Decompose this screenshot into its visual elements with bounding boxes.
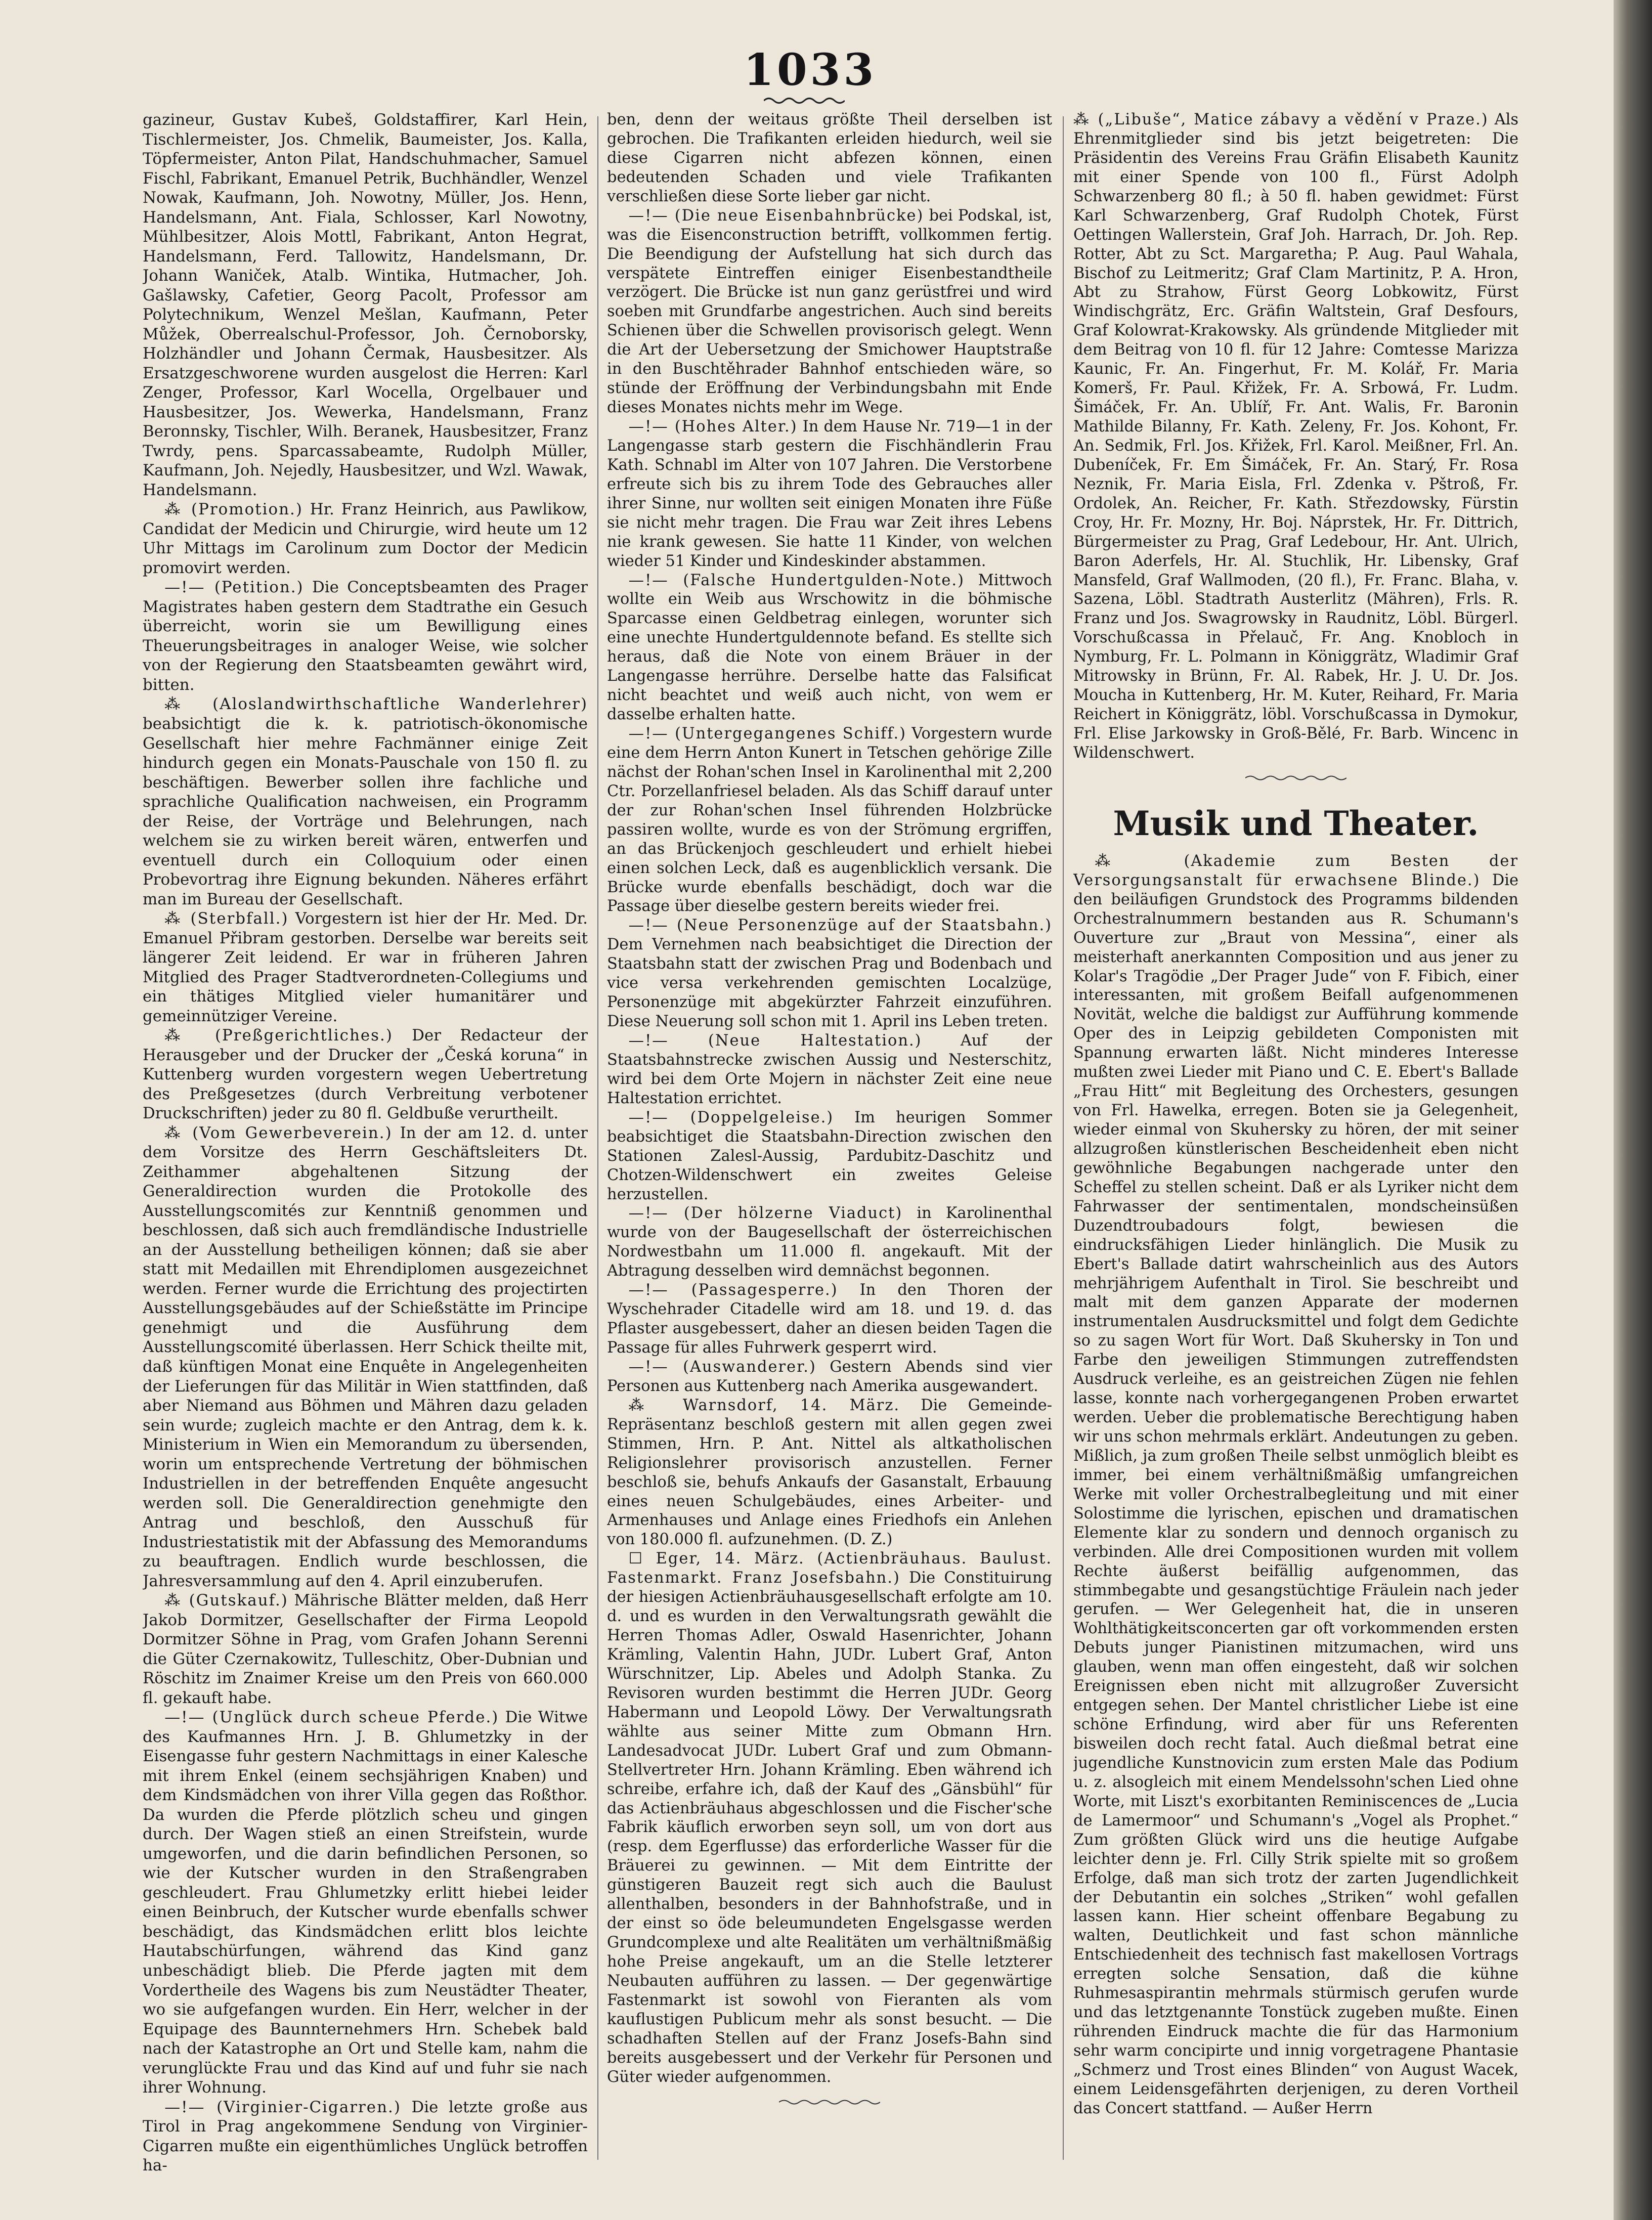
article-heading: —!— (Auswanderer.)	[628, 1358, 816, 1376]
article-text: Die Constituirung der hiesigen Actienbräuhausgesellschaft erfolgte am 10. d. und es wurden in den Verwaltungsrath gewählt die Herren Thomas Adler, Oswald Hasenrichter, Johann Krämling, Valentin Hahn, JUDr. Lubert Graf, Anton Würschnitzer, Lip. Abeles und Adolph Stanka. Zu Revisoren wurden bestimmt die Herren JUDr. Georg Habermann und Leopold Löwy. Der Verwaltungsrath wählte aus seiner Mitte zum Obmann Hrn. Landesadvocat JUDr. Lubert Graf und zum Obmann-Stellvertreter Hrn. Johann Krämling. Eben während ich schreibe, erfahre ich, daß der Kauf des „Gänsbühl“ für das Actienbräuhaus abgeschlossen und die Fischer'sche Fabrik käuflich erworben seyn soll, um von dort aus (resp. dem Egerflusse) das erforderliche Wasser für die Bräuerei zu gewinnen. — Mit dem Eintritte der günstigeren Bauzeit regt sich auch die Baulust allenthalben, besonders in der Bahnhofstraße, und in der einst so öde beleumundeten Engelsgasse werden Grundcomplexe und alte Realitäten um verhältnißmäßig hohe Preise angekauft, um an die Stelle letzterer Neubauten aufführen zu lassen. — Der gegenwärtige Fastenmarkt ist sowohl von Fieranten als vom kauflustigen Publicum mehr als sonst besucht. — Die schadhaften Stellen auf der Franz Josefs-Bahn sind bereits ausgebessert und der Verkehr für Personen und Güter wieder aufgenommen.	[607, 1569, 1052, 2086]
article-heading: —!— (Unglück durch scheue Pferde.)	[164, 1708, 499, 1727]
article-auswanderer	[607, 1358, 1052, 1396]
section-separator	[607, 2087, 1052, 2117]
article-heading: —!— (Hohes Alter.)	[628, 418, 798, 436]
article-heading: —!— (Der hölzerne Viaduct)	[628, 1204, 903, 1223]
article-heading: ⁂ (Aloslandwirthschaftliche Wanderlehrer)	[164, 695, 588, 714]
article-text: Vorgestern ist hier der Hr. Med. Dr. Emanuel Přibram gestorben. Derselbe war bereits seit längerer Zeit leidend. Er war in früheren Jahren Mitglied des Prager Stadtverordneten-Collegiums und ein thätiges Mitglied vieler humanitärer und gemeinnütziger Vereine.	[143, 909, 588, 1025]
article-text: gazineur, Gustav Kubeš, Goldstaffirer, Karl Hein, Tischlermeister, Jos. Chmelik, Baumeister, Jos. Kalla, Töpfermeister, Anton Pilat, Handschuhmacher, Samuel Fischl, Fabrikant, Emanuel Petrik, Buchhändler, Wenzel Nowak, Kaufmann, Joh. Nowotny, Müller, Jos. Henn, Handelsmann, Ant. Fiala, Schlosser, Karl Nowotny, Mühlbesitzer, Alois Mottl, Fabrikant, Anton Hegrat, Handelsmann, Ferd. Tallowitz, Handelsmann, Dr. Johann Waniček, Atalb. Wintika, Hutmacher, Joh. Gašlawsky, Cafetier, Georg Pacolt, Professor am Polytechnikum, Wenzel Mešlan, Kaufmann, Peter Můžek, Oberrealschul-Professor, Joh. Černoborsky, Holzhändler und Johann Čermak, Hausbesitzer. Als Ersatzgeschworene wurden ausgelost die Herren: Karl Zenger, Professor, Karl Wocella, Orgelbauer und Hausbesitzer, Jos. Wewerka, Handelsmann, Franz Beronnsky, Tischler, Wilh. Beranek, Hausbesitzer, Franz Twrdy, pens. Sparcassabeamte, Rudolph Müller, Kaufmann, Joh. Nejedly, Hausbesitzer, und Wzl. Wawak, Handelsmann.	[143, 111, 588, 499]
article-viaduct	[607, 1204, 1052, 1281]
article-libuse	[1073, 110, 1518, 763]
article-heading: —!— (Petition.)	[164, 578, 304, 597]
article-text: In der am 12. d. unter dem Vorsitze des Herrn Geschäftsleiters Dt. Zeithammer abgehaltenen Sitzung der Generaldirection wurden die Protokolle des Ausstellungscomités zur Kenntniß genommen und beschlossen, daß sich auch fremdländische Industrielle an der Ausstellung betheiligen können; daß sie aber statt mit Medaillen mit Ehrendiplomen ausgezeichnet werden. Ferner wurde die Errichtung des projectirten Ausstellungsgebäudes auf der Schießstätte im Principe genehmigt und die Ausführung dem Ausstellungscomité überlassen. Herr Schick theilte mit, daß künftigen Monat eine Enquête in Angelegenheiten der Lieferungen für das Militär in Wien stattfinden, daß aber Niemand aus Böhmen und Mähren dazu geladen sein wurde; zugleich machte er den Antrag, dem k. k. Ministerium in Wien ein Memorandum zu übersenden, worin um entsprechende Vertretung der böhmischen Industriellen in der betreffenden Enquête angesucht werden soll. Die Generaldirection genehmigte den Antrag und beschloß, den Ausschuß für Industriestatistik mit der Abfassung des Memorandums zu beauftragen. Endlich wurde beschlossen, die Jahresversammlung auf den 4. April einzuberufen.	[143, 1123, 588, 1590]
article-text: ben, denn der weitaus größte Theil derselben ist gebrochen. Die Trafikanten erleiden hiedurch, weil sie diese Cigarren nicht abfezen können, einen bedeutenden Schaden und viele Trafikanten verschließen diese Sorte lieber gar nicht.	[607, 111, 1052, 205]
article-gewerbeverein	[143, 1123, 588, 1591]
article-promotion	[143, 500, 588, 578]
article-warnsdorf	[607, 1396, 1052, 1550]
article-heading: —!— (Passagesperre.)	[628, 1281, 838, 1299]
article-text: Die Gemeinde-Repräsentanz beschloß gestern mit allen gegen zwei Stimmen, Hrn. P. Ant. Nittel als altkatholischen Religionslehrer provisorisch anzustellen. Ferner beschloß sie, behufs Ankaufs der Gasanstalt, Erbauung eines neuen Schulgebäudes, eines Arbeiter- und Armenhauses und Anlage eines Friedhofs ein Anlehen von 180.000 fl. aufzunehmen. (D. Z.)	[607, 1396, 1052, 1549]
article-text: Mittwoch wollte ein Weib aus Wrschowitz in die böhmische Sparcasse einen Geldbetrag einlegen, worunter sich eine unechte Hundertguldennote befand. Es stellte sich heraus, daß die Note von einem Bräuer in der Langengasse herrühre. Derselbe hatte das Falsificat nicht beachtet und weiß auch nicht, von wem er dasselbe erhalten hatte.	[607, 571, 1052, 724]
article-text: Auf der Staatsbahnstrecke zwischen Aussig und Nesterschitz, wird bei dem Orte Mojern in nächster Zeit eine neue Haltestation errichtet.	[607, 1032, 1052, 1107]
article-text: In dem Hause Nr. 719—1 in der Langengasse starb gestern die Fischhändlerin Frau Kath. Schnabl im Alter von 107 Jahren. Die Verstorbene erfreute sich bis zu ihrem Tode des Gebrauches aller ihrer Sinne, nur wollten seit einigen Monaten ihre Füße sie nicht mehr tragen. Die Frau war Zeit ihres Lebens nie krank gewesen. Sie hatte 11 Kinder, von welchen wieder 51 Kinder und Kindeskinder abstammen.	[607, 418, 1052, 570]
article-text: Gestern Abends sind vier Personen aus Kuttenberg nach Amerika ausgewandert.	[607, 1358, 1052, 1395]
article-text: Die Witwe des Kaufmannes Hrn. J. B. Ghlumetzky in der Eisengasse fuhr gestern Nachmittags in einer Kalesche mit ihrem Enkel (einem sechsjährigen Knaben) und dem Kindsmädchen von ihrer Villa gegen das Roßthor. Da wurden die Pferde plötzlich scheu und gingen durch. Der Wagen stieß an einen Streifstein, wurde umgeworfen, und die darin befindlichen Personen, so wie der Kutscher wurden in den Straßengraben geschleudert. Frau Ghlumetzky erlitt hiebei leider einen Beinbruch, der Kutscher wurde ebenfalls schwer beschädigt, das Kindsmädchen erlitt blos leichte Hautabschürfungen, während das Kind ganz unbeschädigt blieb. Die Pferde jagten mit dem Vordertheile des Wagens bis zum Neustädter Theater, wo sie aufgefangen wurden. Ein Herr, welcher in der Equipage des Baunnternehmers Hrn. Schebek bald nach der Katastrophe an Ort und Stelle kam, nahm die verunglückte Frau und das Kind auf und fuhr sie nach ihrer Wohnung.	[143, 1708, 588, 2097]
article-schiff	[607, 724, 1052, 916]
page-number: 1033	[744, 45, 877, 96]
article-text: bei Podskal, ist, was die Eisenconstruction betrifft, vollkommen fertig. Die Beendigung der Aufstellung hat sich durch das verspätete Eintreffen einiger Eisenbestandtheile verzögert. Die Brücke ist nun ganz gerüstfrei und wird soeben mit Grundfarbe angestrichen. Auch sind bereits Schienen über die Schwellen provisorisch gelegt. Wenn die Art der Uebersetzung der Smichower Hauptstraße in den Buschtěhrader Bahnhof entschieden wäre, so stünde der Eröffnung der Verbindungsbahn mit Ende dieses Monates nichts mehr im Wege.	[607, 206, 1052, 417]
article-text: Als Ehrenmitglieder sind bis jetzt beigetreten: Die Präsidentin des Vereins Frau Gräfin Elisabeth Kaunitz mit einer Spende von 100 fl., Fürst Adolph Schwarzenberg 80 fl.; à 50 fl. haben gewidmet: Fürst Karl Schwarzenberg, Graf Rudolph Chotek, Fürst Oettingen Wallerstein, Graf Joh. Harrach, Dr. Joh. Rep. Rotter, Abt zu Sct. Margaretha; P. Aug. Paul Wahala, Bischof zu Leitmeritz; Graf Clam Martinitz, P. A. Hron, Abt zu Strahow, Fürst Georg Lobkowitz, Fürst Windischgrätz, Erc. Gräfin Waltstein, Graf Desfours, Graf Kolowrat-Krakowsky. Als gründende Mitglieder mit dem Beitrag von 10 fl. für 12 Jahre: Comtesse Marizza Kaunic, Fr. An. Fingerhut, Fr. M. Kolář, Fr. Maria Komerš, Fr. Paul. Křižek, Fr. A. Srbowá, Fr. Ludm. Šimáček, Fr. An. Ublíř, Fr. Ant. Walis, Fr. Baronin Mathilde Bilanny, Fr. Kath. Zeleny, Fr. Jos. Kohont, Fr. An. Sedmik, Frl. Jos. Křižek, Frl. Karol. Meißner, Frl. An. Dubeníček, Fr. Em Šimáček, Fr. An. Starý, Fr. Rosa Neznik, Fr. Maria Eisla, Frl. Zdenka v. Pštroß, Fr. Ordolek, An. Reicher, Fr. Kath. Střezdowsky, Fürstin Croy, Hr. Fr. Mozny, Hr. Boj. Náprstek, Hr. Fr. Dittrich, Bürgermeister zu Prag, Graf Ledebour, Hr. Ant. Ulrich, Baron Aderfels, Hr. Al. Stuchlik, Hr. Libensky, Graf Mansfeld, Graf Wallmoden, (20 fl.), Fr. Franc. Blaha, v. Sazena, Löbl. Stadtrath Austerlitz (Mähren), Frls. R. Franz und Jos. Swagrowsky in Raudnitz, Löbl. Bürgerl. Vorschußcassa in Přelauč, Fr. Ang. Knobloch in Nymburg, Fr. L. Polmann in Königgrätz, Wladimir Graf Mitrowsky in Brünn, Fr. Al. Rabek, Hr. J. U. Dr. Jos. Moucha in Kuttenberg, Hr. M. Kuter, Reihard, Fr. Maria Reichert in Königgrätz, löbl. Vorschußcassa in Dymokur, Frl. Elise Jarkowsky in Groß-Bělé, Fr. Barb. Wincenc in Wildenschwert.	[1073, 111, 1518, 762]
article-heading: —!— (Falsche Hundertgulden-Note.)	[628, 571, 965, 589]
article-text: Im heurigen Sommer beabsichtiget die Staatsbahn-Direction zwischen den Stationen Zalesl-Aussig, Pardubitz-Daschitz und Chotzen-Wildenschwert ein zweites Geleise herzustellen.	[607, 1108, 1052, 1203]
article-sterbfall	[143, 909, 588, 1026]
article-text: Hr. Franz Heinrich, aus Pawlikow, Candidat der Medicin und Chirurgie, wird heute um 12 Uhr Mittags im Carolinum zum Doctor der Medicin promovirt werden.	[143, 500, 588, 577]
article-unglueck	[143, 1708, 588, 2097]
article-eisenbahnbruecke	[607, 206, 1052, 417]
article-text: Dem Vernehmen nach beabsichtiget die Direction der Staatsbahn statt der zwischen Prag und Bodenbach und vice versa verkehrenden gemischten Localzüge, Personenzüge mit abgekürzter Fahrzeit einzuführen. Diese Neuerung soll schon mit 1. April ins Leben treten.	[607, 936, 1052, 1031]
column-3	[1073, 110, 1518, 2177]
book-binding-edge	[1614, 0, 1652, 2220]
column-2	[607, 110, 1052, 2123]
article-falsche-note	[607, 571, 1052, 725]
article-heading: —!— (Neue Haltestation.)	[628, 1032, 922, 1050]
article-hohes-alter	[607, 417, 1052, 571]
article-eger	[607, 1549, 1052, 2086]
article-heading: ⁂ („Libuše“, Matice zábavy a vědění v Praze.)	[1073, 111, 1489, 128]
article-text: Vorgestern wurde eine dem Herrn Anton Kunert in Tetschen gehörige Zille nächst der Rohan'schen Insel in Karolinenthal mit 2,200 Ctr. Porzellanfriesel beladen. Als das Schiff darauf unter der zur Rohan'schen Insel führenden Holzbrücke passiren wollte, wurde es von der Strömung ergriffen, an das Brückenjoch geschleudert und erhielt hiebei einen solchen Leck, daß es augenblicklich versank. Die Brücke wurde ebenfalls beschädigt, doch war die Passage über dieselbe gestern bereits wieder frei.	[607, 725, 1052, 916]
article-heading: ⁂ (Preßgerichtliches.)	[164, 1026, 393, 1045]
article-akademie	[1073, 852, 1518, 2118]
page-number-ornament	[764, 96, 845, 105]
section-separator	[1073, 763, 1518, 793]
section-title: Musik und Theater.	[1113, 803, 1479, 843]
article-heading: ⁂ (Sterbfall.)	[164, 909, 289, 928]
article-gutskauf	[143, 1591, 588, 1708]
article-virginier	[143, 2098, 588, 2175]
article-heading: ⁂ (Vom Gewerbeverein.)	[164, 1123, 393, 1142]
article-heading: ⁂ (Promotion.)	[164, 500, 303, 519]
article-petition	[143, 578, 588, 694]
article-text: Die letzte große aus Tirol in Prag angekommene Sendung von Virginier-Cigarren mußte ein eigenthümliches Unglück betroffen ha-	[143, 2098, 588, 2175]
article-pressgericht	[143, 1026, 588, 1123]
article-personenzuege	[607, 916, 1052, 1031]
article-heading: ⁂ (Akademie zum Besten der Versorgungsanstalt für erwachsene Blinde.)	[1073, 852, 1518, 889]
column-rule-1	[597, 116, 598, 2160]
article-heading: ⁂ Warnsdorf, 14. März.	[628, 1396, 900, 1414]
article-text: Die Conceptsbeamten des Prager Magistrates haben gestern dem Stadtrathe ein Gesuch überreicht, worin sie um Bewilligung eines Theuerungsbeitrages in analoger Weise, wie solcher von der Regierung den Staatsbeamten gewährt wird, bitten.	[143, 578, 588, 694]
article-text: in Karolinenthal wurde von der Baugesellschaft der österreichischen Nordwestbahn um 11.000 fl. angekauft. Mit der Abtragung desselben wird demnächst begonnen.	[607, 1204, 1052, 1280]
article-heading: —!— (Neue Personenzüge auf der Staatsbahn.)	[628, 917, 1052, 935]
article-haltestation	[607, 1031, 1052, 1108]
article-heading: —!— (Untergegangenes Schiff.)	[628, 725, 907, 743]
article-heading: ⁂ (Gutskauf.)	[164, 1591, 288, 1610]
article-heading: —!— (Virginier-Cigarren.)	[164, 2098, 401, 2116]
article-heading: —!— (Die neue Eisenbahnbrücke)	[628, 206, 924, 225]
column-1	[143, 110, 588, 2177]
article-heading: ☐ Eger, 14. März. (Actienbräuhaus. Baulust. Fastenmarkt. Franz Josefsbahn.)	[607, 1550, 1052, 1587]
article-doppelgeleise	[607, 1108, 1052, 1204]
column-rule-2	[1063, 116, 1064, 2160]
article-text: Die den beiläufigen Grundstock des Programms bildenden Orchestralnummern bestanden aus R. Schumann's Ouverture zur „Braut von Messina“, einer als meisterhaft anerkannten Composition und aus jener zu Kolar's Tragödie „Der Prager Jude“ von F. Fibich, einer interessanten, mit großem Beifall aufgenommenen Novität, welche die baldigst zur Aufführung kommende Oper des in Leipzig gebildeten Componisten mit Spannung erwarten läßt. Nicht minderes Interesse mußten zwei Lieder mit Piano und C. E. Ebert's Ballade „Frau Hitt“ mit Begleitung des Orchesters, gesungen von Frl. Hawelka, erregen. Boten sie ja Gelegenheit, wieder einmal von Skuhersky zu hören, der mit seiner allzugroßen künstlerischen Bescheidenheit eben nicht gewöhnliche Begabungen nachgerade unter den Scheffel zu stellen scheint. Daß er als Lyriker nicht dem Fahrwasser der sentimentalen, mondscheinsüßen Duzendtroubadours folgt, bewiesen die eindrucksfähigen Lieder hinlänglich. Die Musik zu Ebert's Ballade datirt wahrscheinlich aus des Autors mehrjährigem Aufenthalt in Tirol. Sie beschreibt und malt mit dem ganzen Apparate der modernen instrumentalen Ausdrucksmittel und folgt dem Gedichte so zu sagen Wort für Wort. Daß Skuhersky in Ton und Farbe den jeweiligen Stimmungen zutreffendsten Ausdruck verleihe, es an geistreichen Zügen nie fehlen lasse, konnte nach vorhergegangenen Proben erwartet werden. Ueber die problematische Berechtigung haben wir uns schon mehrmals erklärt. Andeutungen zu geben. Mißlich, ja zum großen Theile selbst unmöglich bleibt es immer, bei einem verhältnißmäßig umfangreichen Werke mit voller Orchestralbegleitung und mit einer Solostimme die lyrischen, epischen und dramatischen Elemente klar zu sondern und dennoch organisch zu verbinden. Alle drei Compositionen wurden mit vollem Rechte äußerst beifällig aufgenommen, das stimmbegabte und gesangstüchtige Fräulein nach jeder gerufen. — Wer Gelegenheit hat, die in unseren Wohlthätigkeitsconcerten gar oft vorkommenden ersten Debuts junger Pianistinen mitzumachen, wird uns glauben, wenn man offen eingesteht, daß wir solchen Ereignissen eben nicht mit allzugroßer Zuversicht entgegen sehen. Der Mantel christlicher Liebe ist eine schöne Erfindung, wird aber für uns Referenten bisweilen doch recht fatal. Auch dießmal betrat eine jugendliche Kunstnovicin zum ersten Male das Podium u. z. alsogleich mit einem Mendelssohn'schen Lied ohne Worte, mit Liszt's exorbitanten Reminiscences de „Lucia de Lamermoor“ und Schumann's „Vogel als Prophet.“ Zum größten Glück wird uns die heutige Aufgabe leichter denn je. Frl. Cilly Strik spielte mit so großem Erfolge, daß man sich trotz der zarten Jugendlichkeit der Debutantin ein solches „Striken“ wohl gefallen lassen kann. Hier scheint offenbare Begabung zu walten, Deutlichkeit und fast schon männliche Entschiedenheit des technisch fast makellosen Vortrags erregten solche Sensation, daß die kühne Ruhmesaspirantin mehrmals stürmisch gerufen wurde und das letztgenannte Tonstück zugeben mußte. Einen rührenden Eindruck machte die für das Harmonium sehr warm concipirte und innig vorgetragene Phantasie „Schmerz und Trost eines Blinden“ von August Wacek, einem Leidensgefährten derjenigen, zu deren Vortheil das Concert stattfand. — Außer Herrn	[1073, 871, 1518, 2117]
article-virginier-cont	[607, 110, 1052, 206]
article-wanderlehrer	[143, 694, 588, 909]
article-text: Der Redacteur der Herausgeber und der Drucker der „Česká koruna“ in Kuttenberg wurden vorgestern wegen Uebertretung des Preßgesetzes (durch Verbreitung verbotener Druckschriften) jeder zu 80 fl. Geldbuße verurtheilt.	[143, 1026, 588, 1123]
article-jurors	[143, 110, 588, 500]
article-text: beabsichtigt die k. k. patriotisch-ökonomische Gesellschaft hier mehre Fachmänner einige Zeit hindurch gegen ein Monats-Pauschale von 150 fl. zu beschäftigen. Bewerber sollen ihre fachliche und sprachliche Qualification nachweisen, ein Programm der Reise, der Vorträge und Belehrungen, nach welchem sie zu wirken bereit wären, entwerfen und eventuell durch ein Colloquium oder einen Probevortrag ihre Eignung bekunden. Näheres erfährt man im Bureau der Gesellschaft.	[143, 714, 588, 908]
article-heading: —!— (Doppelgeleise.)	[628, 1108, 834, 1126]
article-passagesperre	[607, 1281, 1052, 1358]
article-text: Mährische Blätter melden, daß Herr Jakob Dormitzer, Gesellschafter der Firma Leopold Dormitzer Söhne in Prag, vom Grafen Johann Serenni die Güter Czernakowitz, Tulleschitz, Ober-Dubnian und Röschitz im Znaimer Kreise um den Preis von 660.000 fl. gekauft habe.	[143, 1591, 588, 1707]
article-text: In den Thoren der Wyschehrader Citadelle wird am 18. und 19. d. das Pflaster ausgebessert, daher an diesen beiden Tagen die Passage für alles Fuhrwerk gesperrt wird.	[607, 1281, 1052, 1357]
